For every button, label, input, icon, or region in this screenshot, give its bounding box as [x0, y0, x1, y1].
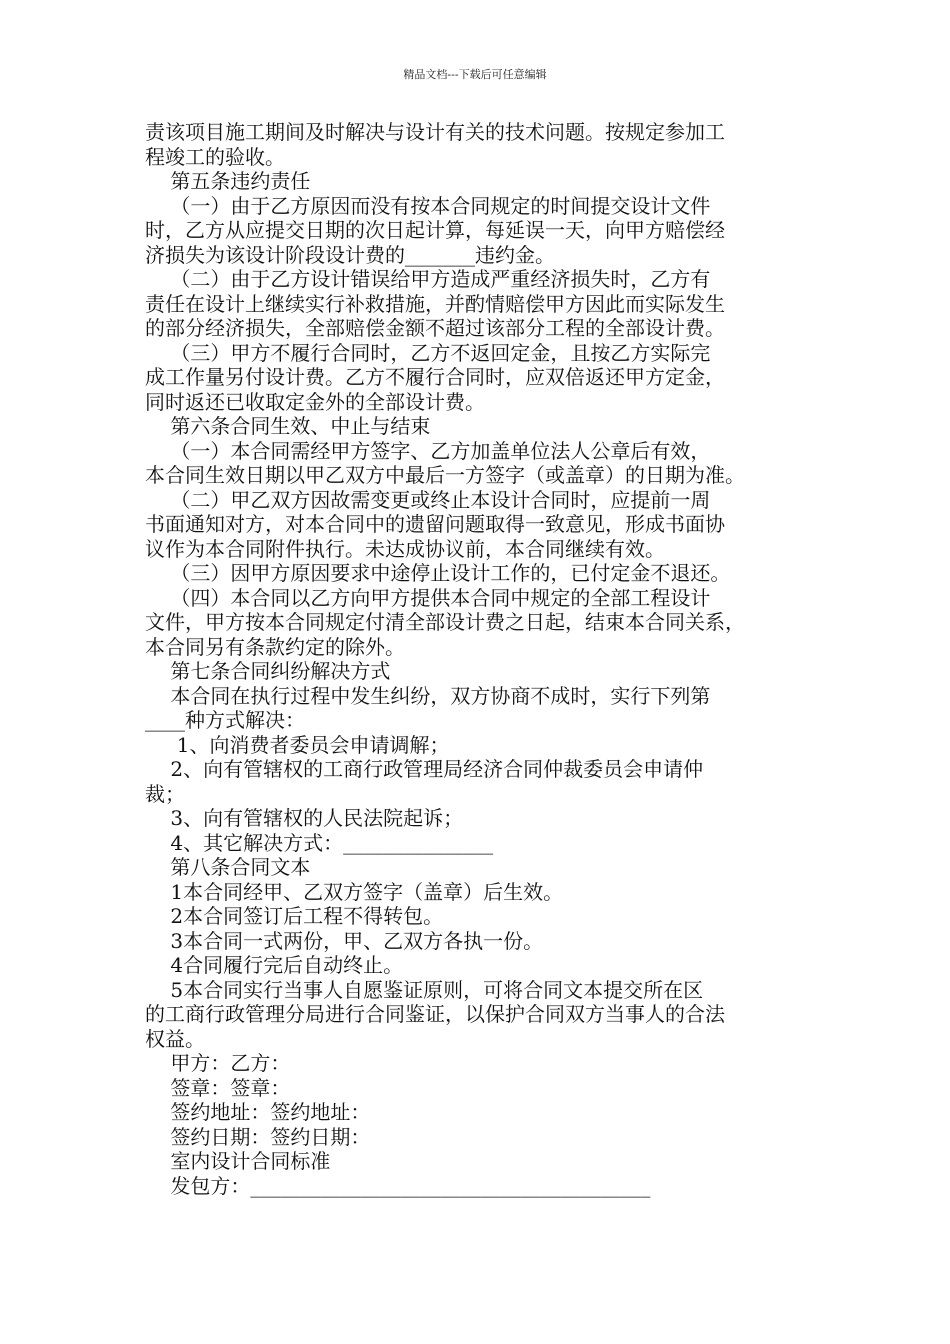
- text-line: 2本合同签订后工程不得转包。: [145, 904, 444, 928]
- text-line: （一）由于乙方原因而没有按本合同规定的时间提交设计文件: [145, 193, 711, 218]
- text-line: 同时返还已收取定金外的全部设计费。: [145, 389, 485, 414]
- text-line: 成工作量另付设计费。乙方不履行合同时，应双倍返还甲方定金，: [145, 365, 725, 389]
- text-line: 议作为本合同附件执行。未达成协议前，本合同继续有效。: [145, 536, 665, 561]
- text-line: （四）本合同以乙方向甲方提供本合同中规定的全部工程设计: [145, 585, 711, 610]
- text-line: （三）甲方不履行合同时，乙方不返回定金，且按乙方实际完: [145, 340, 711, 365]
- signature-line: 签约日期：签约日期：: [145, 1124, 371, 1149]
- text-line: 时，乙方从应提交日期的次日起计算，每延误一天，向甲方赔偿经: [145, 218, 725, 242]
- document-body: [145, 120, 825, 1198]
- text-line: 1、向消费者委员会申请调解；: [145, 732, 450, 757]
- text-line: 程竣工的验收。: [145, 144, 285, 169]
- text-line: 本合同生效日期以甲乙双方中最后一方签字（或盖章）的日期为准。: [145, 463, 745, 487]
- page-header: 精品文档---下载后可任意编辑: [403, 68, 547, 81]
- text-line: （二）由于乙方设计错误给甲方造成严重经济损失时，乙方有: [145, 267, 711, 291]
- text-line: 文件，甲方按本合同规定付清全部设计费之日起，结束本合同关系，: [145, 610, 745, 634]
- section-heading: 第五条违约责任: [145, 169, 311, 193]
- text-line: 权益。: [145, 1026, 205, 1051]
- text-line: 3本合同一式两份，甲、乙双方各执一份。: [145, 928, 544, 953]
- text-line: 裁；: [145, 781, 185, 806]
- text-line: 5本合同实行当事人自愿鉴证原则，可将合同文本提交所在区: [145, 977, 704, 1002]
- text-line: 责任在设计上继续实行补救措施，并酌情赔偿甲方因此而实际发生: [145, 291, 725, 316]
- text-line: ____种方式解决：: [145, 708, 305, 732]
- text-line: 的部分经济损失，全部赔偿金额不超过该部分工程的全部设计费。: [145, 316, 725, 340]
- text-line: 责该项目施工期间及时解决与设计有关的技术问题。按规定参加工: [145, 120, 725, 144]
- text-line: 本合同另有条款约定的除外。: [145, 634, 405, 659]
- text-line: 4、其它解决方式：_______________: [145, 830, 494, 855]
- signature-line: 甲方：乙方：: [145, 1051, 291, 1075]
- signature-line: 签约地址：签约地址：: [145, 1100, 371, 1124]
- text-line: 3、向有管辖权的人民法院起诉；: [145, 806, 464, 830]
- section-heading: 第八条合同文本: [145, 855, 311, 879]
- text-line: （一）本合同需经甲方签字、乙方加盖单位法人公章后有效，: [145, 438, 711, 463]
- text-line: 济损失为该设计阶段设计费的_______违约金。: [145, 242, 555, 267]
- text-line: 4合同履行完后自动终止。: [145, 953, 404, 977]
- text-line: 本合同在执行过程中发生纠纷，双方协商不成时，实行下列第: [145, 683, 711, 708]
- signature-line: 发包方：________________________________________: [145, 1173, 651, 1198]
- text-line: 1本合同经甲、乙双方签字（盖章）后生效。: [145, 879, 564, 904]
- signature-line: 签章：签章：: [145, 1075, 291, 1100]
- text-line: 的工商行政管理分局进行合同鉴证，以保护合同双方当事人的合法: [145, 1002, 725, 1026]
- text-line: （三）因甲方原因要求中途停止设计工作的，已付定金不退还。: [145, 561, 731, 585]
- section-heading: 第六条合同生效、中止与结束: [145, 414, 431, 438]
- section-heading: 第七条合同纠纷解决方式: [145, 659, 391, 683]
- text-line: 书面通知对方，对本合同中的遗留问题取得一致意见，形成书面协: [145, 512, 725, 536]
- section-heading: 室内设计合同标准: [145, 1149, 331, 1173]
- text-line: 2、向有管辖权的工商行政管理局经济合同仲裁委员会申请仲: [145, 757, 704, 781]
- text-line: （二）甲乙双方因故需变更或终止本设计合同时，应提前一周: [145, 487, 711, 512]
